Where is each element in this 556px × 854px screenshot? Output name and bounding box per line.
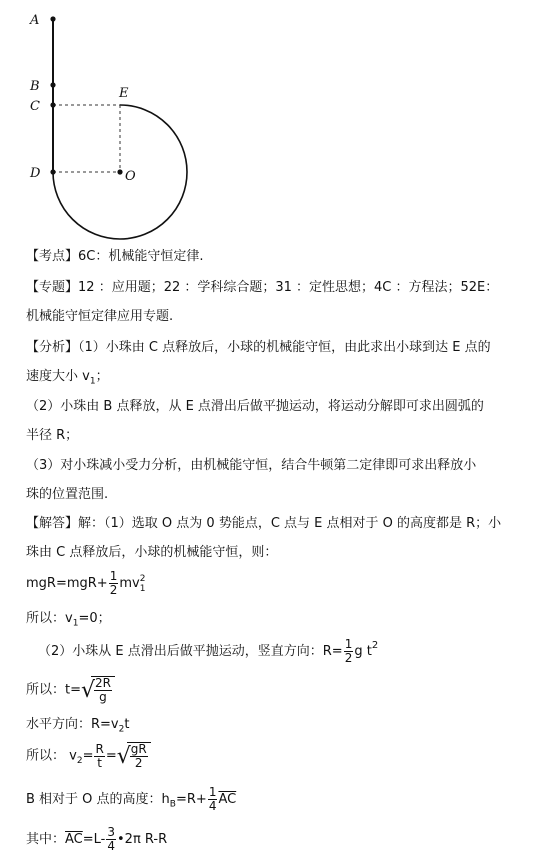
p2a-num: 1: [344, 637, 353, 651]
fenxi-line1: [26, 339, 491, 357]
v2-sq-frac: [130, 743, 148, 770]
fenxi-line6: 珠的位置范围.: [26, 487, 109, 502]
fenxi-p1b: 速度大小 v: [26, 369, 90, 384]
eq1-frac: [109, 570, 119, 597]
jieda-tag: 【解答】: [26, 516, 79, 531]
suoyi-t: [26, 676, 115, 704]
jieda-line2: 珠由 C 点释放后，小球的机械能守恒，则：: [26, 545, 278, 560]
kaodian-tag: 【考点】: [26, 249, 79, 264]
hb-sub: B: [169, 799, 176, 810]
suoyi1-sub: 1: [72, 618, 79, 629]
suoyi3: 所以： v: [26, 748, 77, 764]
qz-frac: [106, 826, 116, 853]
fenxi-p1b-end: ；: [95, 369, 109, 384]
qz-den: 4: [107, 839, 116, 853]
sqrt-symbol-2: √: [116, 744, 131, 769]
label-b: B: [30, 79, 40, 94]
p2a: （2）小珠从 E 点滑出后做平抛运动，竖直方向：R=: [38, 644, 343, 659]
suoyi1: 所以：v: [26, 611, 73, 626]
label-o: O: [125, 169, 136, 184]
jieda-p1a: 解：（1）选取 O 点为 0 势能点，C 点与 E 点相对于 O 的高度都是 R；小: [78, 516, 502, 531]
equation-energy: [26, 570, 145, 597]
hb-arc: $\overline{AC}$: [218, 792, 237, 807]
shuiping-end: t: [124, 717, 130, 732]
t-sqrt: [81, 676, 115, 704]
kaodian-text: 6C：机械能守恒定律.: [78, 249, 204, 264]
qizhong: 其中：: [26, 832, 66, 847]
sqrt-symbol: √: [81, 678, 96, 703]
label-c: C: [30, 99, 40, 114]
eq1-right: mv: [119, 576, 140, 591]
hb-den: 4: [208, 799, 217, 813]
hb-frac: [208, 786, 218, 813]
qz-num: 3: [107, 825, 116, 839]
t-den: g: [99, 690, 107, 704]
p2a-sup: 2: [371, 640, 379, 651]
point-b-dot: [50, 82, 55, 87]
suoyi3-eq: =: [82, 748, 94, 764]
eq1-den: 2: [109, 583, 118, 597]
p2a-frac: [344, 638, 354, 665]
t-num: 2R: [95, 676, 111, 690]
fenxi-line5: （3）对小珠减小受力分析，由机械能守恒，结合牛顿第二定律即可求出释放小: [26, 458, 477, 473]
shuiping-sub: 2: [118, 724, 125, 735]
point-a-dot: [50, 16, 55, 21]
label-a: A: [30, 13, 40, 28]
v2-sq-den: 2: [134, 756, 143, 770]
label-d: D: [30, 166, 41, 181]
zhuanti-tag: 【专题】: [26, 280, 79, 295]
suoyi1-end: =0；: [78, 611, 111, 626]
qz-arc: $\overline{AC}$: [65, 832, 83, 847]
suoyi3-sub: 2: [76, 756, 83, 767]
suoyi2: 所以：t=: [26, 682, 81, 698]
v2-num: R: [95, 741, 104, 756]
jieda-part2: [38, 638, 378, 665]
qz-eq: =L-: [82, 832, 106, 847]
zhuanti-text: 12 ：应用题；22 ：学科综合题；31 ：定性思想；4C ：方程法；52E：: [78, 280, 499, 295]
p2a-end: g t: [354, 644, 372, 659]
zhuanti-line: [26, 279, 498, 297]
fenxi-line4: 半径 R；: [26, 428, 79, 443]
suoyi-v1: [26, 610, 111, 633]
hb-num: 1: [208, 785, 217, 799]
suoyi-v2: [26, 742, 151, 770]
qizhong-line: [26, 826, 167, 853]
point-d-dot: [50, 169, 55, 174]
point-c-dot: [50, 102, 55, 107]
t-frac: [94, 677, 112, 704]
physics-diagram: [0, 0, 200, 245]
hb-line: [26, 786, 236, 814]
fenxi-tag: 【分析】: [26, 340, 79, 355]
eq1-num: 1: [109, 569, 118, 583]
shuiping-line: [26, 716, 129, 739]
hb-eq: =R+: [175, 792, 207, 807]
point-o-dot: [117, 169, 122, 174]
v2-eq2: =: [105, 748, 117, 764]
v2-frac: [94, 743, 104, 770]
zhuanti-cont: 机械能守恒定律应用专题.: [26, 309, 174, 324]
shuiping: 水平方向：R=v: [26, 717, 119, 732]
fenxi-line3: （2）小珠由 B 点释放，从 E 点滑出后做平抛运动，将运动分解即可求出圆弧的: [26, 399, 484, 414]
fenxi-p1a: （1）小珠由 C 点释放后，小球的机械能守恒，由此求出小球到达 E 点的: [78, 340, 491, 355]
p2a-den: 2: [344, 651, 353, 665]
v2-sq-num: gR: [130, 742, 147, 756]
kaodian-line: [26, 248, 204, 266]
v2-den: t: [97, 755, 102, 770]
fenxi-p1b-sub: 1: [89, 376, 96, 387]
fenxi-line2: [26, 368, 109, 391]
label-e: E: [119, 86, 129, 101]
v2-sqrt: [117, 742, 151, 770]
eq1-sup: 2: [139, 573, 146, 584]
jieda-line1: [26, 515, 501, 533]
eq1-left: mgR=mgR+: [26, 576, 108, 591]
qz-end: •2π R-R: [117, 832, 168, 847]
hb-text: B 相对于 O 点的高度：h: [26, 792, 170, 807]
eq1-sub: 1: [139, 583, 146, 594]
